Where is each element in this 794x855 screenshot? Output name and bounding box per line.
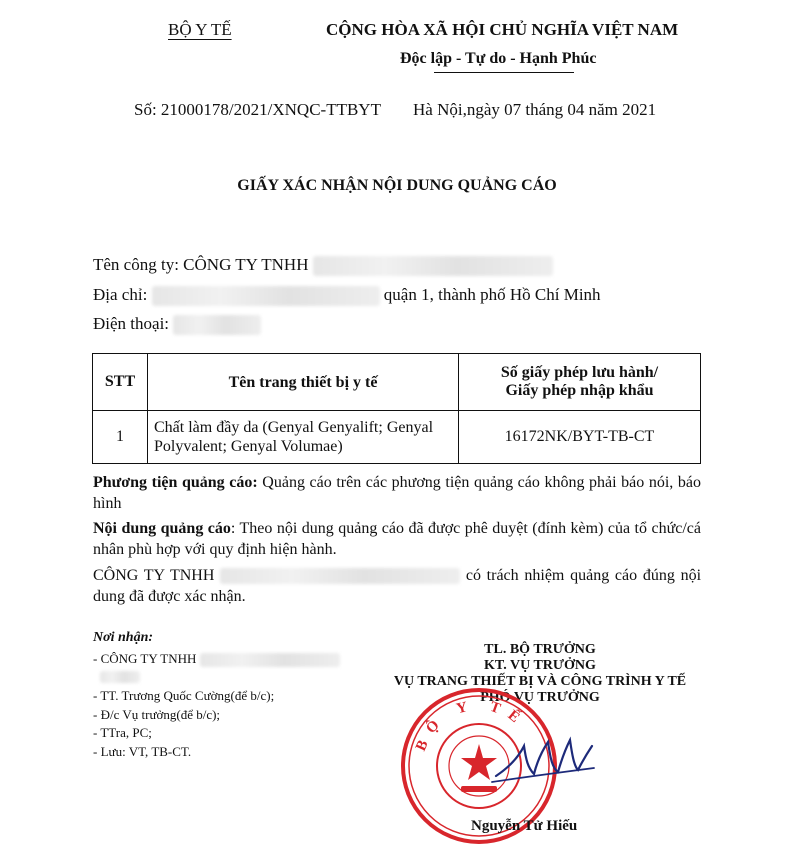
phone-label: Điện thoại: bbox=[93, 314, 170, 333]
table-row bbox=[93, 411, 701, 464]
company-name-label: Tên công ty: CÔNG TY TNHH bbox=[93, 255, 309, 274]
recipient-item: - Lưu: VT, TB-CT. bbox=[93, 744, 192, 759]
content-label: Nội dung quảng cáo bbox=[93, 520, 231, 537]
recipient-item-continued bbox=[100, 668, 140, 684]
recipient-item: - TTra, PC; bbox=[93, 725, 152, 740]
media-text: Quảng cáo trên các phương tiện quảng cáo không phải báo nói, báo hình bbox=[93, 474, 701, 512]
recipient-item: - TT. Trương Quốc Cường(để b/c); bbox=[93, 688, 275, 703]
advertising-content-paragraph bbox=[93, 518, 701, 560]
header-license-line2: Giấy phép nhập khẩu bbox=[505, 382, 654, 399]
header-device-name: Tên trang thiết bị y tế bbox=[148, 354, 459, 411]
redacted-phone bbox=[173, 315, 261, 335]
redacted-recipient-name bbox=[200, 653, 340, 667]
republic-heading: CỘNG HÒA XÃ HỘI CHỦ NGHĨA VIỆT NAM bbox=[326, 20, 679, 39]
responsibility-paragraph bbox=[93, 565, 701, 607]
address-line bbox=[93, 285, 601, 306]
handwritten-signature-icon bbox=[488, 728, 598, 788]
content-text: : Theo nội dung quảng cáo đã được phê duyệt (đính kèm) của tổ chức/cá nhân phù hợp với quy định hiện hành. bbox=[93, 520, 701, 558]
cell-device-name: Chất làm đầy da (Genyal Genyalift; Genyal Polyvalent; Genyal Volumae) bbox=[148, 411, 459, 464]
header-license-line1: Số giấy phép lưu hành/ bbox=[500, 364, 659, 381]
redacted-recipient-name-cont bbox=[100, 671, 140, 683]
device-table bbox=[92, 353, 701, 464]
header-stt: STT bbox=[93, 354, 148, 411]
redacted-street-address bbox=[152, 286, 380, 306]
recipient-item: - Đ/c Vụ trưởng(để b/c); bbox=[93, 707, 221, 722]
address-suffix: quận 1, thành phố Hồ Chí Minh bbox=[383, 285, 601, 304]
document-title: GIẤY XÁC NHẬN NỘI DUNG QUẢNG CÁO bbox=[237, 177, 557, 194]
signature-line-4: PHÓ VỤ TRƯỞNG bbox=[480, 690, 600, 705]
signature-line-1: TL. BỘ TRƯỞNG bbox=[484, 642, 596, 657]
header-license bbox=[459, 354, 701, 411]
cell-license: 16172NK/BYT-TB-CT bbox=[459, 411, 701, 464]
cell-stt: 1 bbox=[93, 411, 148, 464]
media-label: Phương tiện quảng cáo: bbox=[93, 474, 258, 491]
table-header-row bbox=[93, 354, 701, 411]
signature-line-2: KT. VỤ TRƯỞNG bbox=[484, 658, 596, 673]
recipient-item bbox=[93, 651, 340, 667]
phone-line bbox=[93, 314, 261, 335]
recipients-title: Nơi nhận: bbox=[93, 630, 154, 645]
ministry-name: BỘ Y TẾ bbox=[168, 20, 232, 39]
responsibility-prefix: CÔNG TY TNHH bbox=[93, 567, 215, 584]
address-label: Địa chỉ: bbox=[93, 285, 148, 304]
motto-underline bbox=[434, 72, 574, 73]
signer-name: Nguyễn Tử Hiếu bbox=[471, 818, 578, 834]
signature-line-3: VỤ TRANG THIẾT BỊ VÀ CÔNG TRÌNH Y TẾ bbox=[393, 674, 687, 689]
responsibility-text: có trách nhiệm quảng cáo đúng nội dung đã được xác nhận. bbox=[93, 567, 702, 605]
document-number: Số: 21000178/2021/XNQC-TTBYT bbox=[134, 100, 381, 119]
redacted-company-name bbox=[313, 256, 553, 276]
stamp-text: BỘ Y TẾ bbox=[413, 697, 530, 754]
redacted-company-name-2 bbox=[220, 568, 460, 584]
national-motto: Độc lập - Tự do - Hạnh Phúc bbox=[400, 50, 597, 67]
place-date: Hà Nội,ngày 07 tháng 04 năm 2021 bbox=[413, 100, 657, 119]
advertising-media-paragraph bbox=[93, 472, 701, 514]
recipient-company: - CÔNG TY TNHH bbox=[93, 651, 197, 666]
company-name-line bbox=[93, 255, 553, 276]
